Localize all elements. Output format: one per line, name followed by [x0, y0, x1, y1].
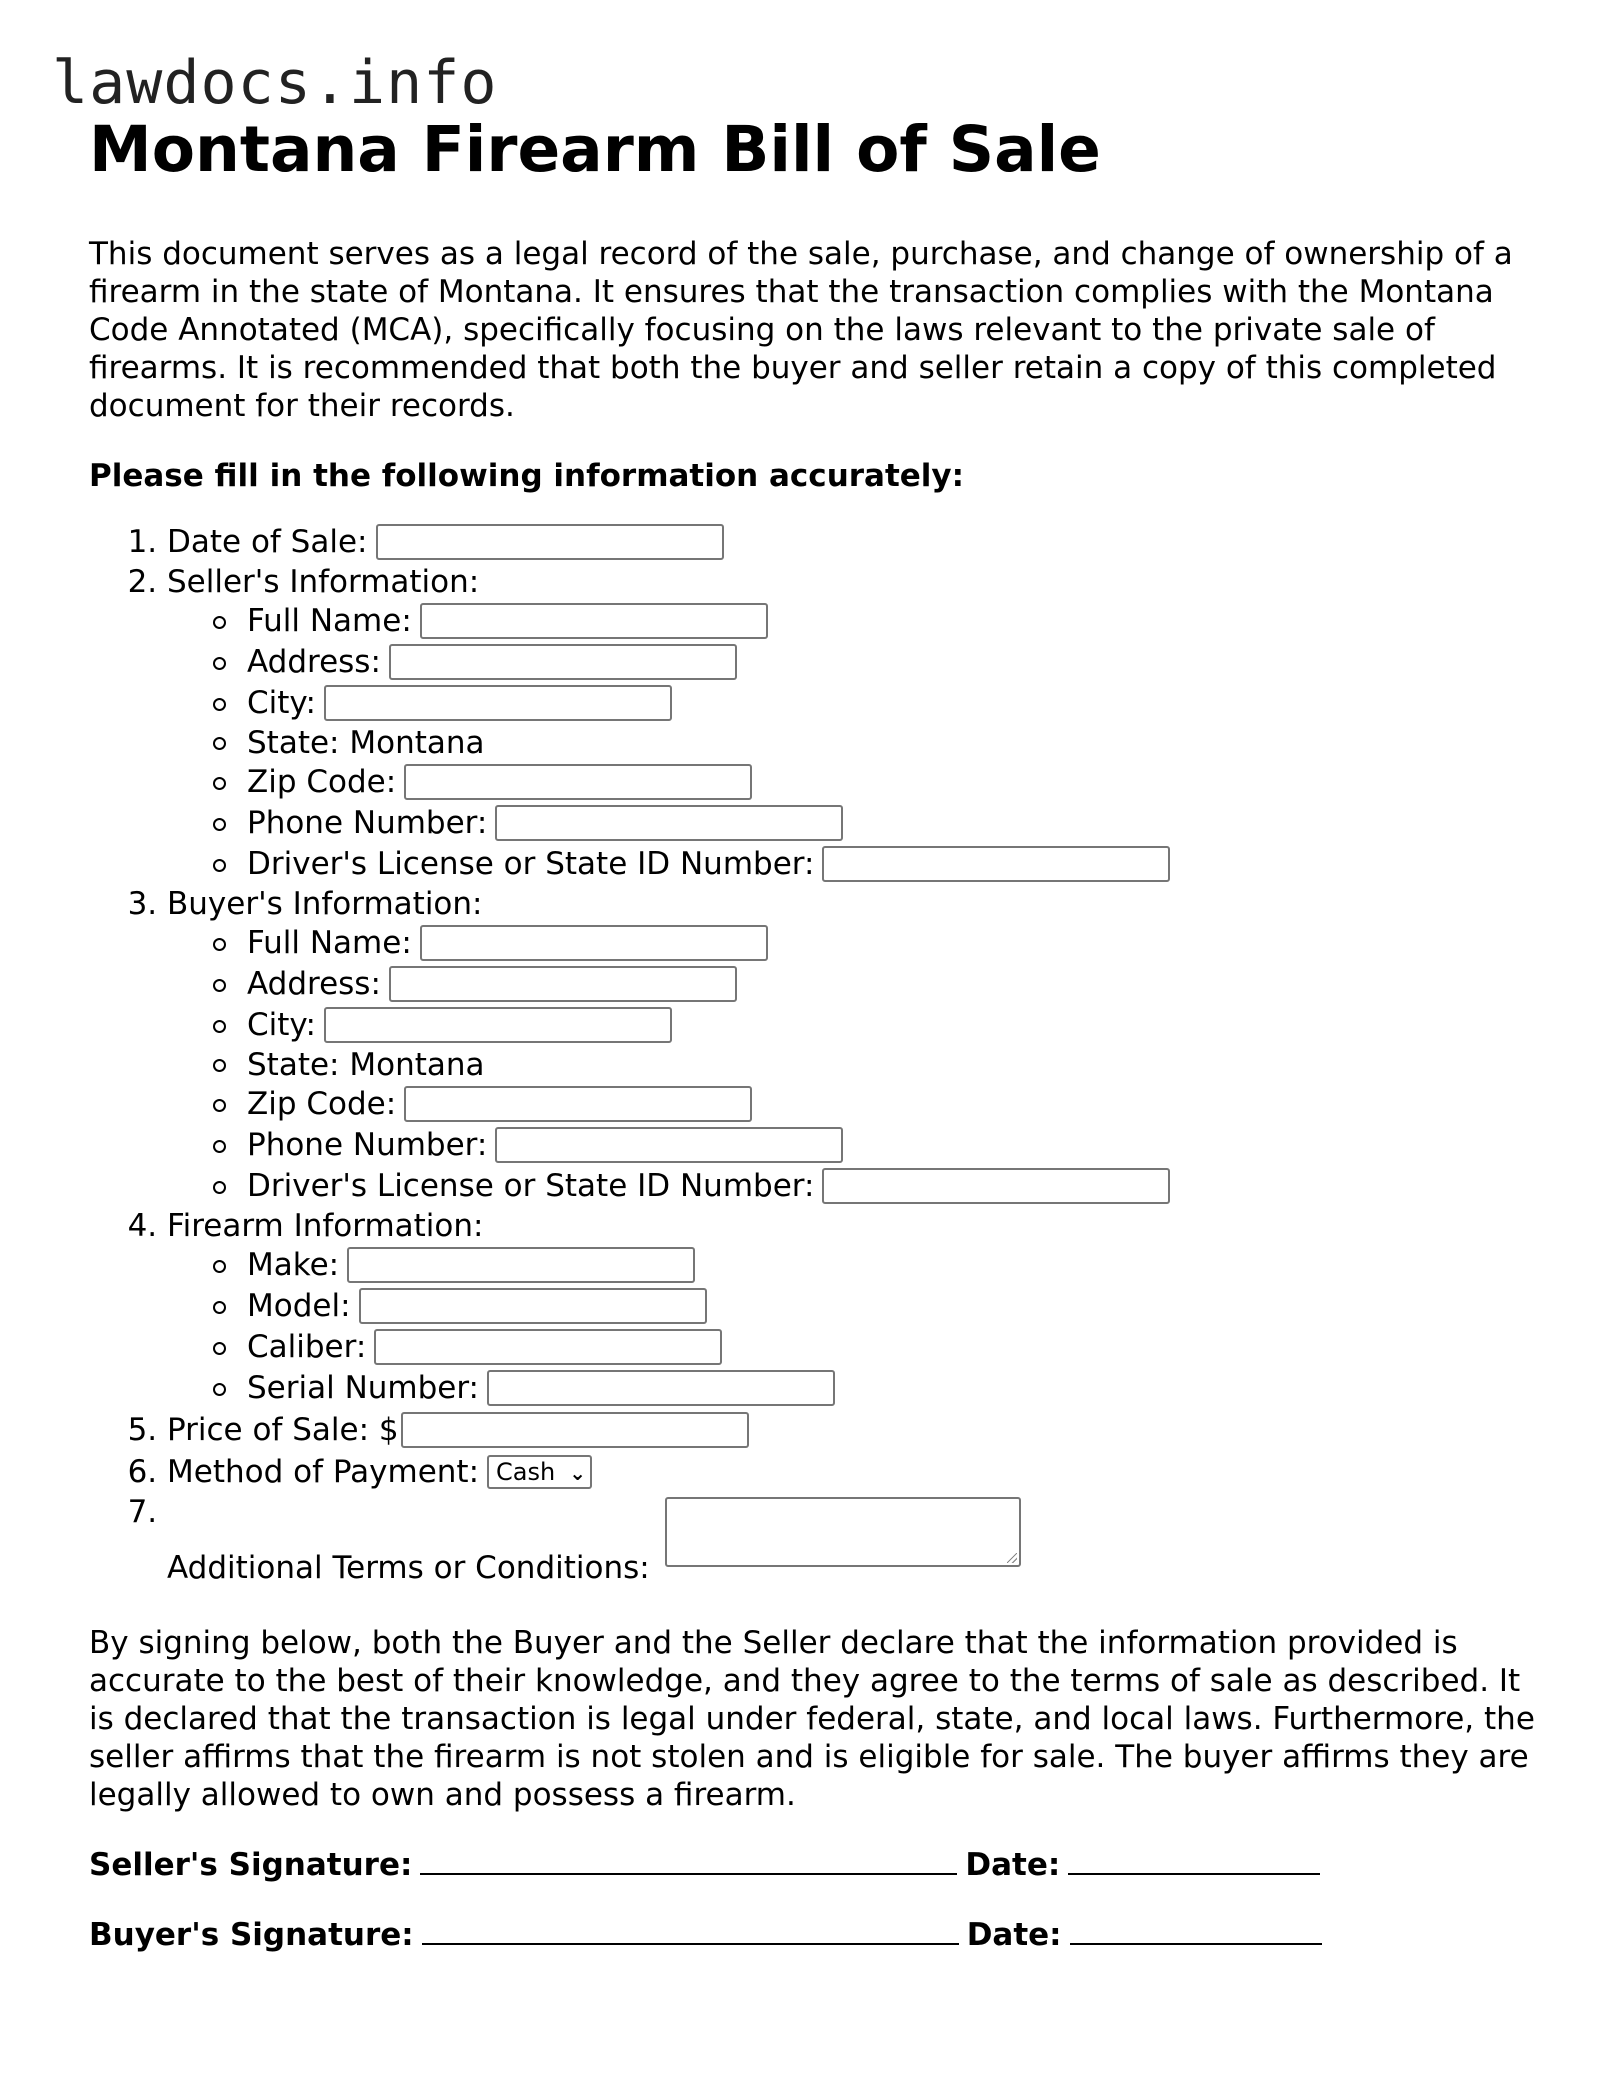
firearm-model-row	[247, 1286, 1539, 1327]
firearm-serial-row	[247, 1368, 1539, 1409]
seller-address-row	[247, 642, 1539, 683]
declaration-paragraph: By signing below, both the Buyer and the Seller declare that the information provided is accurate to the best of their knowledge, and they agree to the terms of sale as described. It is declared that the transaction is legal under federal, state, and local laws. Furthermore, the seller affirms that the firearm is not stolen and is eligible for sale. The buyer affirms they are legally allowed to own and possess a firearm.	[89, 1625, 1535, 1813]
buyer-info-heading: Buyer's Information:	[167, 886, 483, 922]
buyer-date-line[interactable]	[1070, 1915, 1322, 1945]
document-title: Montana Firearm Bill of Sale	[89, 113, 1101, 186]
firearm-make-input[interactable]	[347, 1247, 695, 1283]
buyer-state-row	[247, 1046, 1539, 1084]
firearm-info-heading: Firearm Information:	[167, 1208, 484, 1244]
seller-state-row	[247, 724, 1539, 762]
buyer-info-item	[167, 885, 1539, 1207]
seller-info-item	[167, 563, 1539, 885]
buyer-phone-label: Phone Number:	[247, 1127, 488, 1163]
seller-id-input[interactable]	[822, 846, 1170, 882]
buyer-zip-input[interactable]	[404, 1086, 752, 1122]
buyer-zip-row	[247, 1084, 1539, 1125]
seller-signature-row	[89, 1845, 1539, 1884]
buyer-id-row	[247, 1166, 1539, 1207]
seller-full-name-row	[247, 601, 1539, 642]
buyer-city-row	[247, 1005, 1539, 1046]
firearm-make-label: Make:	[247, 1247, 340, 1283]
seller-fields	[167, 601, 1539, 885]
firearm-caliber-row	[247, 1327, 1539, 1368]
payment-method-select[interactable]	[487, 1455, 592, 1489]
price-label: Price of Sale: $	[167, 1412, 399, 1448]
buyer-signature-line[interactable]	[422, 1915, 959, 1945]
seller-address-input[interactable]	[389, 644, 737, 680]
buyer-address-label: Address:	[247, 966, 381, 1002]
date-of-sale-label: Date of Sale:	[167, 524, 368, 560]
seller-id-row	[247, 844, 1539, 885]
price-input[interactable]	[401, 1412, 749, 1448]
firearm-make-row	[247, 1245, 1539, 1286]
seller-address-label: Address:	[247, 644, 381, 680]
seller-phone-row	[247, 803, 1539, 844]
site-watermark: lawdocs.info	[52, 48, 498, 118]
buyer-city-label: City:	[247, 1007, 316, 1043]
firearm-model-input[interactable]	[359, 1288, 707, 1324]
date-of-sale-item	[167, 521, 1539, 563]
form-list	[89, 521, 1539, 1586]
buyer-phone-row	[247, 1125, 1539, 1166]
seller-phone-input[interactable]	[495, 805, 843, 841]
seller-info-heading: Seller's Information:	[167, 564, 480, 600]
buyer-signature-label: Buyer's Signature:	[89, 1917, 414, 1953]
additional-terms-label: 7. Additional Terms or Conditions:	[167, 1550, 650, 1586]
seller-zip-row	[247, 762, 1539, 803]
firearm-info-item	[167, 1207, 1539, 1409]
payment-method-label: Method of Payment:	[167, 1454, 480, 1490]
seller-id-label: Driver's License or State ID Number:	[247, 846, 815, 882]
document-body	[89, 108, 1539, 1954]
seller-date-line[interactable]	[1068, 1845, 1320, 1875]
buyer-address-input[interactable]	[389, 966, 737, 1002]
price-item	[167, 1409, 1539, 1451]
buyer-date-label: Date:	[966, 1917, 1062, 1953]
firearm-serial-input[interactable]	[487, 1370, 835, 1406]
buyer-zip-label: Zip Code:	[247, 1086, 397, 1122]
firearm-caliber-label: Caliber:	[247, 1329, 367, 1365]
chevron-down-icon: ⌄	[569, 1460, 586, 1485]
buyer-full-name-input[interactable]	[420, 925, 768, 961]
seller-signature-label: Seller's Signature:	[89, 1847, 413, 1883]
payment-method-item	[167, 1451, 1539, 1493]
firearm-serial-label: Serial Number:	[247, 1370, 480, 1406]
seller-date-label: Date:	[965, 1847, 1061, 1883]
firearm-fields	[167, 1245, 1539, 1409]
seller-city-label: City:	[247, 685, 316, 721]
date-of-sale-input[interactable]	[376, 524, 724, 560]
buyer-city-input[interactable]	[324, 1007, 672, 1043]
seller-full-name-label: Full Name:	[247, 603, 412, 639]
payment-method-value: Cash	[496, 1457, 556, 1486]
seller-state-text: State: Montana	[247, 725, 485, 761]
intro-paragraph: This document serves as a legal record of the sale, purchase, and change of ownership of a firearm in the state of Montana. It ensures that the transaction complies with the Montana Code Annotated (MCA), specifically focusing on the laws relevant to the private sale of firearms. It is recommended that both the buyer and seller retain a copy of this completed document for their records.	[89, 236, 1513, 424]
seller-zip-input[interactable]	[404, 764, 752, 800]
seller-zip-label: Zip Code:	[247, 764, 397, 800]
seller-phone-label: Phone Number:	[247, 805, 488, 841]
additional-terms-item	[167, 1493, 1539, 1586]
buyer-full-name-row	[247, 923, 1539, 964]
buyer-full-name-label: Full Name:	[247, 925, 412, 961]
buyer-signature-row	[89, 1915, 1539, 1954]
additional-terms-textarea[interactable]	[665, 1497, 1021, 1567]
resize-grip-icon[interactable]	[1007, 1553, 1017, 1563]
buyer-phone-input[interactable]	[495, 1127, 843, 1163]
buyer-fields	[167, 923, 1539, 1207]
buyer-address-row	[247, 964, 1539, 1005]
instruction-text: Please fill in the following information accurately:	[89, 458, 965, 494]
seller-full-name-input[interactable]	[420, 603, 768, 639]
firearm-caliber-input[interactable]	[374, 1329, 722, 1365]
buyer-state-text: State: Montana	[247, 1047, 485, 1083]
seller-signature-line[interactable]	[420, 1845, 957, 1875]
seller-city-input[interactable]	[324, 685, 672, 721]
firearm-model-label: Model:	[247, 1288, 351, 1324]
buyer-id-label: Driver's License or State ID Number:	[247, 1168, 815, 1204]
buyer-id-input[interactable]	[822, 1168, 1170, 1204]
seller-city-row	[247, 683, 1539, 724]
